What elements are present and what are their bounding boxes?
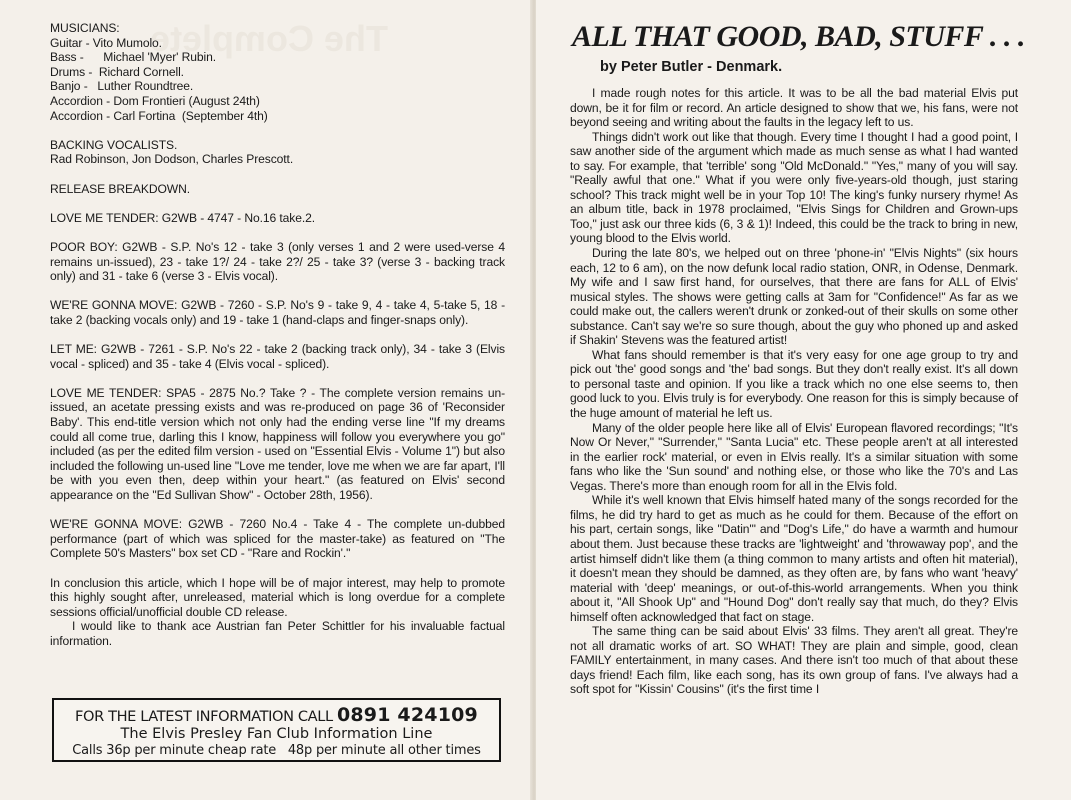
- musician-line: Bass - Michael 'Myer' Rubin.: [50, 50, 216, 65]
- musician-line: Banjo - Luther Roundtree.: [50, 79, 194, 94]
- musician-line: Drums - Richard Cornell.: [50, 64, 184, 79]
- release-entry: LOVE ME TENDER: SPA5 - 2875 No.? Take ? - The complete version remains un-issued, an acetate pressing exists and was re-produced on page 36 of 'Reconsider Baby'. This end-title version which not only had the ending verse line "If my dreams could all come true, darling this I know, happiness will follow you everywhere you go" included (as per the edited film version - used on "Essential Elvis - Volume 1") but also included the following un-used line "Love me tender, love me when we are far apart, I'll be with you even then, deep within your heart." (as featured on Elvis' second appearance on the "Ed Sullivan Show" - October 28th, 1956).: [50, 385, 505, 502]
- left-article-column: [50, 21, 505, 649]
- release-entry: WE'RE GONNA MOVE: G2WB - 7260 No.4 - Take 4 - The complete un-dubbed performance (part of which was spliced for the master-take) as featured on "The Complete 50's Masters" box set CD - "Rare and Rockin'.": [50, 517, 505, 561]
- conclusion-paragraph: In conclusion this article, which I hope will be of major interest, may help to promote this highly sought after, unreleased, material which is long overdue for a complete sessions official/unofficial double CD release.: [50, 575, 505, 619]
- article-paragraph: I made rough notes for this article. It was to be all the bad material Elvis put down, be it for film or record. An article designed to show that we, his fans, were not beyond seeing and writing about the faults in the legacy left to us.: [570, 86, 1018, 130]
- ad-line-name: The Elvis Presley Fan Club Information Line: [120, 726, 433, 742]
- show-through-heading: The Complete: [150, 18, 389, 59]
- article-paragraph: Things didn't work out like that though. Every time I thought I had a good point, I saw another side of the argument which made as much sense as what I had wanted to say. For example, that 'terrible' song "Old McDonald." "Yes," many of you will say. "Really awful that one." What if you were only five-years-old though, just staring school? This track might well be in your Top 10! The king's funky nursery rhyme! As an album title, back in 1978 proclaimed, "Elvis Sings for Children and Grown-ups Too," just ask our three kids (6, 3 & 1)! Indeed, this could be the track to bring in new, young blood to the Elvis world.: [570, 129, 1018, 246]
- release-entry: POOR BOY: G2WB - S.P. No's 12 - take 3 (only verses 1 and 2 were used-verse 4 remains un-issued), 23 - take 1?/ 24 - take 2?/ 25 - take 3? (verse 3 - backing track only) and 31 - take 6 (verse 3 - Elvis vocal).: [50, 239, 505, 284]
- thanks-paragraph: I would like to thank ace Austrian fan Peter Schittler for his invaluable factual information.: [50, 619, 505, 648]
- ad-rates: Calls 36p per minute cheap rate 48p per minute all other times: [72, 743, 481, 758]
- article-paragraph: What fans should remember is that it's very easy for one age group to try and pick out 'the' good songs and 'the' bad songs. But they don't really exist. It's all down to personal taste and opinion. If you like a track which no one else seems to, then good luck to you. Elvis truly is for everybody. One reason for this is simply because of the huge amount of material he left us.: [570, 347, 1018, 421]
- backing-vocalists-heading: BACKING VOCALISTS.: [50, 137, 178, 152]
- release-entry: LET ME: G2WB - 7261 - S.P. No's 22 - take 2 (backing track only), 34 - take 3 (Elvis vocal - spliced) and 35 - take 4 (Elvis vocal - spliced).: [50, 342, 505, 371]
- article-paragraph: During the late 80's, we helped out on three 'phone-in' "Elvis Nights" (six hours each, 12 to 6 am), on the now defunk local radio station, ONR, in Odense, Denmark. My wife and I saw first hand, for ourselves, that there are fans for ALL of Elvis' musical styles. The shows were getting calls at 3am for "Confidence!" As far as we could make out, the callers weren't drunk or zonked-out of their skulls on some other substance. Can't say we're so sure though, about the guy who phoned up and asked if Shakin' Stevens was the featured artist!: [570, 246, 1018, 348]
- article-title: ALL THAT GOOD, BAD, STUFF . . .: [572, 20, 1025, 53]
- ad-headline: [54, 706, 499, 726]
- right-article-column: [570, 86, 1018, 697]
- left-page: [0, 0, 532, 800]
- fan-club-info-line-ad: [52, 698, 501, 762]
- release-entry: WE'RE GONNA MOVE: G2WB - 7260 - S.P. No's 9 - take 9, 4 - take 4, 5-take 5, 18 - take 2 (backing vocals only) and 19 - take 1 (hand-claps and finger-snaps only).: [50, 298, 505, 327]
- ad-lead-text: FOR THE LATEST INFORMATION CALL: [75, 708, 337, 725]
- backing-vocalists-names: Rad Robinson, Jon Dodson, Charles Prescott.: [50, 152, 294, 167]
- musician-line: Accordion - Carl Fortina (September 4th): [50, 108, 268, 123]
- musicians-heading: MUSICIANS:: [50, 21, 120, 35]
- ad-phone-number: 0891 424109: [336, 704, 478, 726]
- release-breakdown-heading: RELEASE BREAKDOWN.: [50, 181, 191, 196]
- article-byline: by Peter Butler - Denmark.: [600, 59, 783, 75]
- release-entry: LOVE ME TENDER: G2WB - 4747 - No.16 take.2.: [50, 210, 315, 225]
- article-paragraph: While it's well known that Elvis himself hated many of the songs recorded for the films, he did try hard to get as much as he could for them. Because of the effort on his part, certain songs, like "Datin'" and "Dog's Life," do have a warmth and humour about them. Just because these tracks are 'lightweight' and 'throwaway pop', and the artist himself didn't like them (a thing common to many artists and often hit material), it doesn't mean they should be damned, as they often are, by fans who want 'heavy' material with 'deep' meanings, or out-of-this-world arrangements. When you think about it, "All Shook Up" and "Hound Dog" don't really say that much, do they? Elvis himself often acknowledged that fact on stage.: [570, 493, 1018, 624]
- article-paragraph: The same thing can be said about Elvis' 33 films. They aren't all great. They're not all dramatic works of art. SO WHAT! They are plain and simple, good, clean FAMILY entertainment, in many cases. And there isn't too much of that about these days friend! Each film, like each song, has its own group of fans. I've always had a soft spot for "Kissin' Cousins" (it's the first time I: [570, 624, 1018, 697]
- musician-line: Guitar - Vito Mumolo.: [50, 35, 162, 50]
- musician-line: Accordion - Dom Frontieri (August 24th): [50, 93, 260, 108]
- article-paragraph: Many of the older people here like all of Elvis' European flavored recordings; "It's Now Or Never," "Surrender," "Santa Lucia" etc. These people aren't at all interested in the earlier rock' material, or even in Elvis really. It's a similar situation with some fans who like the 'Sun sound' and nothing else, or those who like the 70's and Las Vegas. There's more than enough room for all in the Elvis fold.: [570, 420, 1018, 493]
